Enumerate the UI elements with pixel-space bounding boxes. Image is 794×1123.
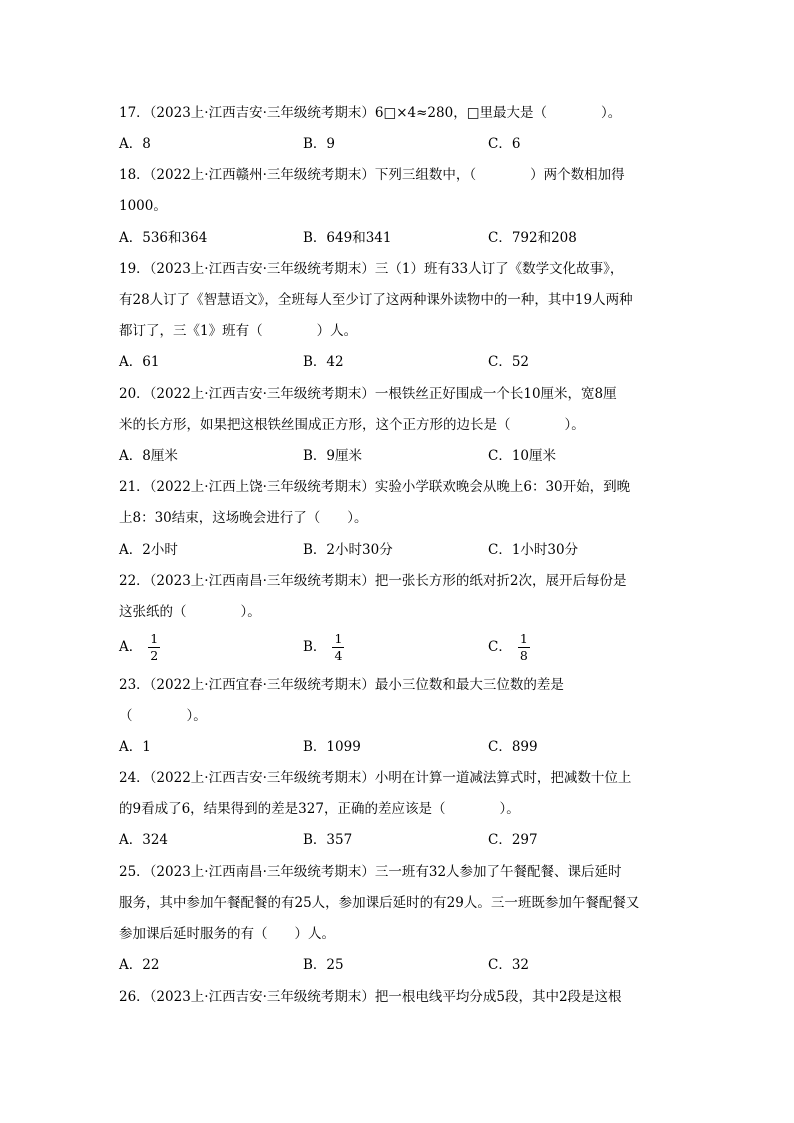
question-18-options xyxy=(119,229,679,251)
numerator: 1 xyxy=(519,630,528,646)
option-c: C．899 xyxy=(488,739,538,755)
option-b: B．649和341 xyxy=(303,230,392,246)
question-21-line-2: 上8：30结束，这场晚会进行了（ ）。 xyxy=(119,510,368,526)
numerator: 1 xyxy=(334,630,343,646)
question-24-line-1: 24．（2022上·江西吉安·三年级统考期末）小明在计算一道减法算式时，把减数十位上 xyxy=(119,770,632,786)
option-b: B．25 xyxy=(303,957,344,973)
option-a: A．8 xyxy=(119,136,151,152)
option-c: C．792和208 xyxy=(488,230,577,246)
option-a xyxy=(119,629,160,665)
fraction xyxy=(332,632,344,663)
option-a: A．1 xyxy=(119,739,151,755)
option-a: A．8厘米 xyxy=(119,448,178,464)
question-23-options xyxy=(119,738,679,760)
option-b: B．1099 xyxy=(303,739,361,755)
fraction xyxy=(148,632,160,663)
option-c: C．52 xyxy=(488,354,530,370)
question-19-line-3: 都订了，三《1》班有（ ）人。 xyxy=(119,323,358,339)
option-a: A．61 xyxy=(119,354,160,370)
question-24-options xyxy=(119,831,679,853)
question-26-line-1: 26．（2023上·江西吉安·三年级统考期末）把一根电线平均分成5段，其中2段是这根 xyxy=(119,989,622,1005)
question-25-options xyxy=(119,956,679,978)
question-19-line-2: 有28人订了《智慧语文》，全班每人至少订了这两种课外读物中的一种，其中19人两种 xyxy=(119,292,633,308)
question-19-options xyxy=(119,353,679,375)
question-23-line-1: 23．（2022上·江西宜春·三年级统考期末）最小三位数和最大三位数的差是 xyxy=(119,677,564,693)
question-21-line-1: 21．（2022上·江西上饶·三年级统考期末）实验小学联欢晚会从晚上6：30开始，到晚 xyxy=(119,479,631,495)
question-17-stem: 17．（2023上·江西吉安·三年级统考期末）6□×4≈280，□里最大是（ ）。 xyxy=(119,105,622,121)
question-18-line-2: 1000。 xyxy=(119,198,167,214)
question-23-line-2: （ ）。 xyxy=(119,708,207,724)
option-a: A．324 xyxy=(119,832,169,848)
option-label: A． xyxy=(119,639,143,655)
question-20-options xyxy=(119,447,679,469)
option-b: B．42 xyxy=(303,354,344,370)
option-a: A．22 xyxy=(119,957,160,973)
denominator: 2 xyxy=(150,647,159,663)
question-22-line-1: 22．（2023上·江西南昌·三年级统考期末）把一张长方形的纸对折2次，展开后每份是 xyxy=(119,573,627,589)
option-b xyxy=(303,629,344,665)
denominator: 4 xyxy=(334,647,343,663)
option-c xyxy=(488,629,530,665)
option-c: C．32 xyxy=(488,957,530,973)
question-22-line-2: 这张纸的（ ）。 xyxy=(119,604,261,620)
question-20-line-1: 20．（2022上·江西吉安·三年级统考期末）一根铁丝正好围成一个长10厘米，宽8厘 xyxy=(119,386,617,402)
question-21-options xyxy=(119,541,679,563)
option-b: B．2小时30分 xyxy=(303,542,393,558)
option-b: B．9 xyxy=(303,136,336,152)
fraction xyxy=(518,632,530,663)
option-b: B．357 xyxy=(303,832,353,848)
question-25-line-2: 服务，其中参加午餐配餐的有25人，参加课后延时的有29人。三一班既参加午餐配餐又 xyxy=(119,895,640,911)
question-25-line-1: 25．（2023上·江西南昌·三年级统考期末）三一班有32人参加了午餐配餐、课后延时 xyxy=(119,864,622,880)
option-c: C．6 xyxy=(488,136,521,152)
question-24-line-2: 的9看成了6，结果得到的差是327，正确的差应该是（ ）。 xyxy=(119,801,520,817)
option-label: B． xyxy=(303,639,327,655)
numerator: 1 xyxy=(150,630,159,646)
question-25-line-3: 参加课后延时服务的有（ ）人。 xyxy=(119,926,335,942)
question-22-options xyxy=(119,629,679,665)
option-a: A．536和364 xyxy=(119,230,208,246)
question-17-options xyxy=(119,135,679,157)
option-c: C．10厘米 xyxy=(488,448,557,464)
option-label: C． xyxy=(488,639,512,655)
option-c: C．1小时30分 xyxy=(488,542,579,558)
denominator: 8 xyxy=(519,647,528,663)
option-c: C．297 xyxy=(488,832,538,848)
question-18-line-1: 18．（2022上·江西赣州·三年级统考期末）下列三组数中，（ ）两个数相加得 xyxy=(119,167,625,183)
question-19-line-1: 19．（2023上·江西吉安·三年级统考期末）三（1）班有33人订了《数学文化故事》， xyxy=(119,261,624,277)
option-b: B．9厘米 xyxy=(303,448,363,464)
option-a: A．2小时 xyxy=(119,542,178,558)
question-20-line-2: 米的长方形，如果把这根铁丝围成正方形，这个正方形的边长是（ ）。 xyxy=(119,417,585,433)
